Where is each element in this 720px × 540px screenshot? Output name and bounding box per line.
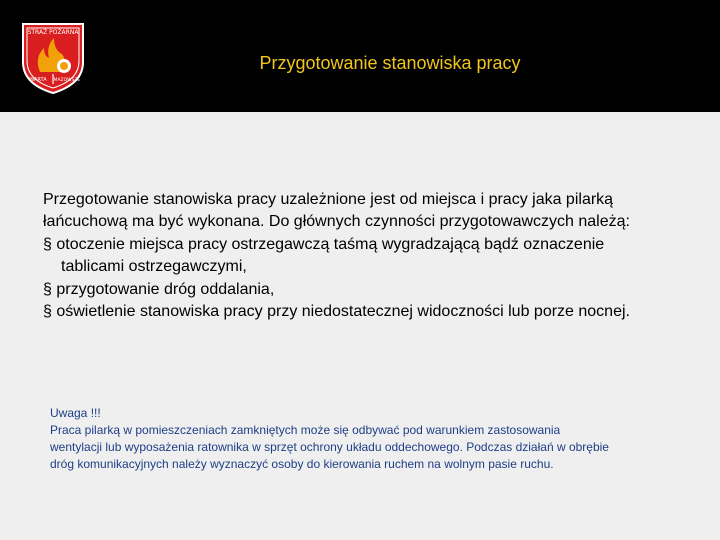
slide-header bbox=[0, 0, 720, 112]
warning-text: Praca pilarką w pomieszczeniach zamkniętych może się odbywać pod warunkiem zastosowania wentylacji lub wyposażenia ratownika w sprzęt ochrony układu oddechowego. Podczas działań w obrębie dróg komunikacyjnych należy wyznaczyć osoby do kierowania ruchem na wolnym pasie ruchu. bbox=[50, 423, 609, 471]
emblem-top-text: STRAŻ POŻARNA bbox=[27, 29, 79, 36]
bullet-item: § oświetlenie stanowiska pracy przy niedostatecznej widoczności lub porze nocnej. bbox=[43, 303, 630, 321]
warning-heading: Uwaga !!! bbox=[50, 406, 101, 420]
warning-note bbox=[50, 405, 610, 473]
page-title: Przygotowanie stanowiska pracy bbox=[259, 53, 521, 73]
bullet-item: § przygotowanie dróg oddalania, bbox=[43, 280, 275, 298]
bullet-item: § otoczenie miejsca pracy ostrzegawczą taśmą wygradzającą bądź oznaczenie tablicami ostrzegawczymi, bbox=[43, 235, 605, 276]
slide-content bbox=[0, 112, 720, 540]
emblem-right-text: MAZOWSZE bbox=[53, 78, 81, 83]
body-text bbox=[43, 189, 663, 323]
emblem-left-text: WARTA bbox=[29, 77, 47, 83]
fire-brigade-emblem-icon bbox=[16, 18, 90, 96]
intro-paragraph: Przegotowanie stanowiska pracy uzależnione jest od miejsca i pracy jaka pilarką łańcuchową ma być wykonana. Do głównych czynności przygotowawczych należą: bbox=[43, 191, 630, 231]
